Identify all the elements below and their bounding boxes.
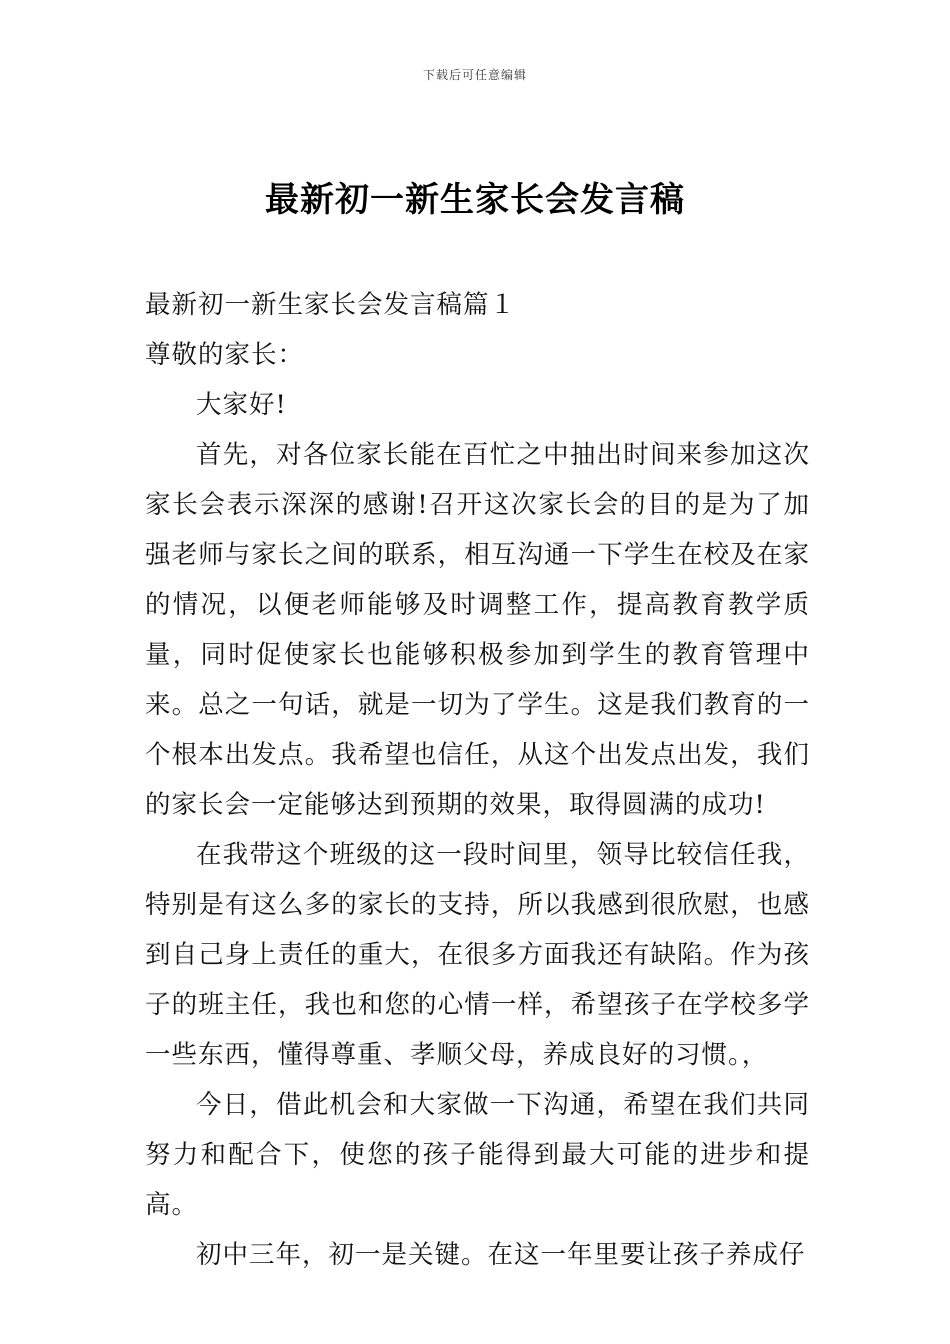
paragraph-3: 今日，借此机会和大家做一下沟通，希望在我们共同努力和配合下，使您的孩子能得到最大可能的进步和提高。 [145,1090,810,1220]
greeting: 大家好! [196,390,287,420]
paragraph-4: 初中三年，初一是关键。在这一年里要让孩子养成仔 [196,1240,806,1270]
header-note: 下载后可任意编辑 [422,68,527,82]
document-title: 最新初一新生家长会发言稿 [265,180,685,220]
paragraph-1: 首先，对各位家长能在百忙之中抽出时间来参加这次家长会表示深深的感谢!召开这次家长会的目的是为了加强老师与家长之间的联系，相互沟通一下学生在校及在家的情况，以便老师能够及时调整工作，提高教育教学质量，同时促使家长也能够积极参加到学生的教育管理中来。总之一句话，就是一切为了学生。这是我们教育的一个根本出发点。我希望也信任，从这个出发点出发，我们的家长会一定能够达到预期的效果，取得圆满的成功! [145,440,810,820]
section-heading: 最新初一新生家长会发言稿篇１ [145,290,517,320]
salutation: 尊敬的家长： [145,340,305,370]
paragraph-2: 在我带这个班级的这一段时间里，领导比较信任我，特别是有这么多的家长的支持，所以我感到很欣慰，也感到自己身上责任的重大，在很多方面我还有缺陷。作为孩子的班主任，我也和您的心情一样，希望孩子在学校多学一些东西，懂得尊重、孝顺父母，养成良好的习惯。， [145,840,810,1070]
document-body [145,280,810,1280]
